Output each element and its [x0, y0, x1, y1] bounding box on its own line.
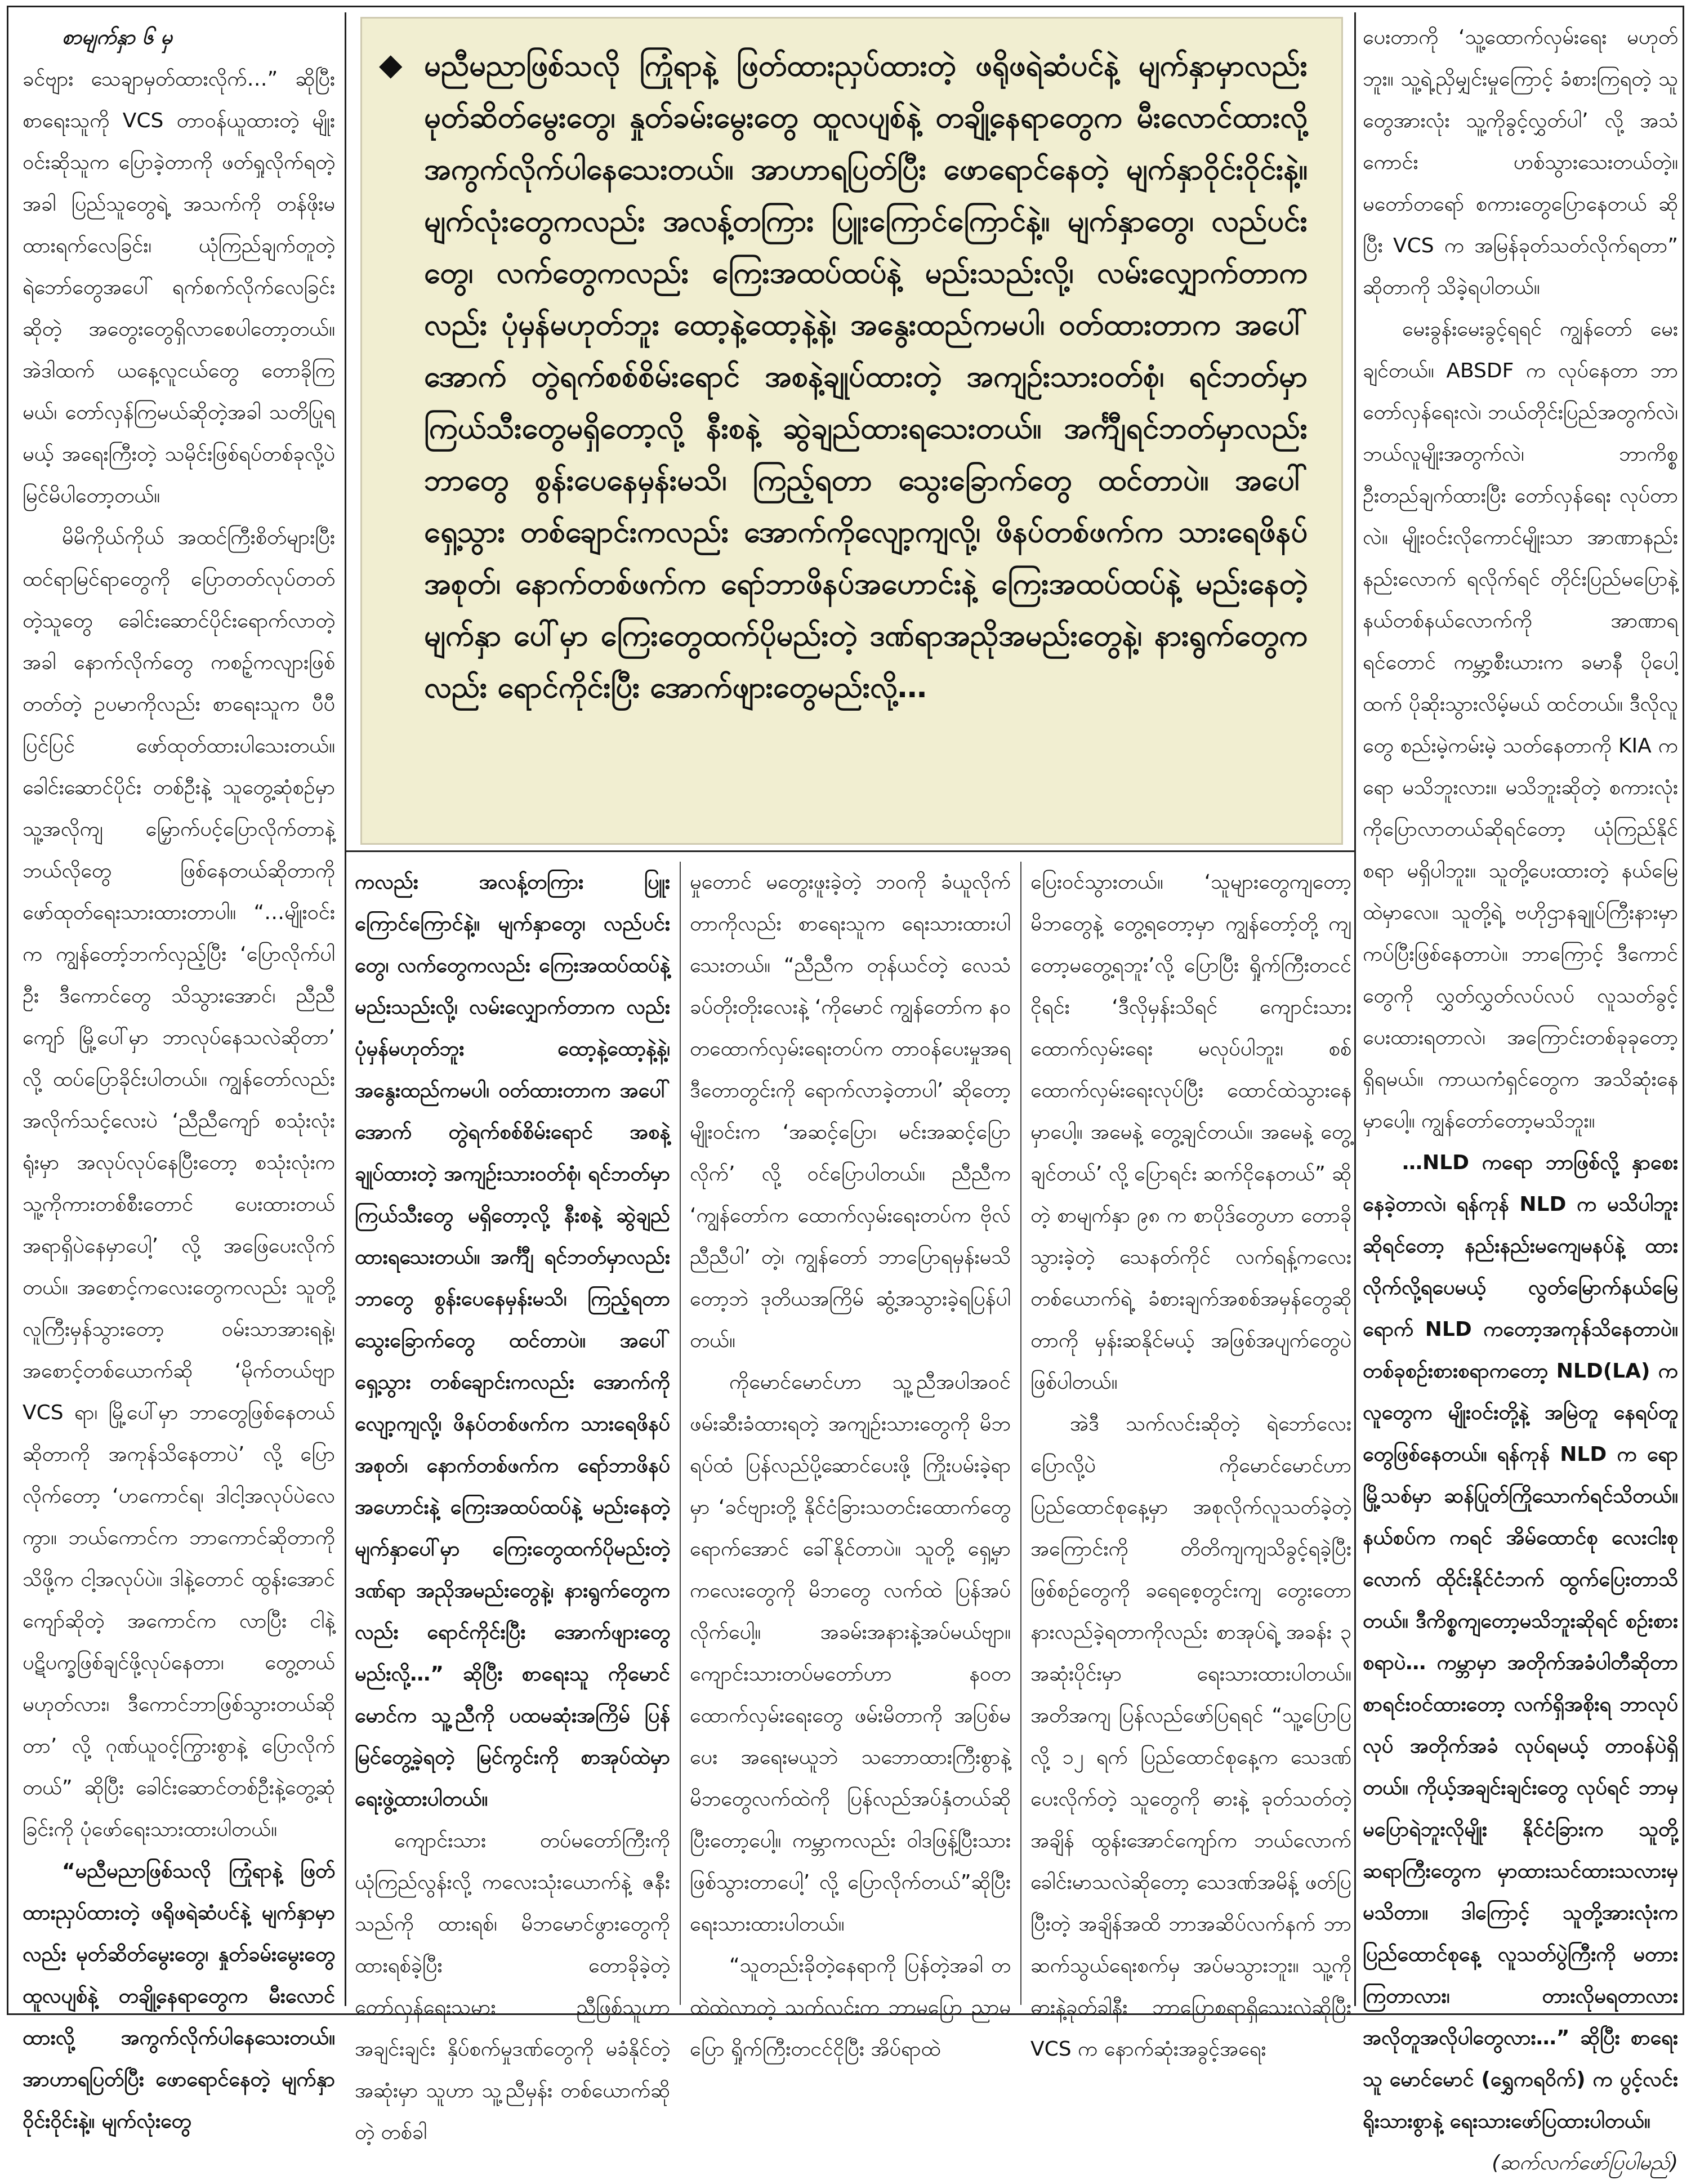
paragraph: မိမိကိုယ်ကိုယ် အထင်ကြီးစိတ်များပြီး ထင်ရာမြင်ရာတွေကို ပြောတတ်လုပ်တတ်တဲ့သူတွေ ခေါင်းဆောင်ပိုင်းရောက်လာတဲ့အခါ နောက်လိုက်တွေ ကစဉ့်ကလျားဖြစ်တတ်တဲ့ ဥပမာကိုလည်း စာရေးသူက ပီပီပြင်ပြင် ဖော်ထုတ်ထားပါသေးတယ်။ ခေါင်းဆောင်ပိုင်း တစ်ဦးနဲ့ သူတွေ့ဆုံစဉ်မှာ သူ့အလိုကျ မြှောက်ပင့်ပြောလိုက်တာနဲ့ ဘယ်လိုတွေ ဖြစ်နေတယ်ဆိုတာကို ဖော်ထုတ်ရေးသားထားတာပါ။ “…မျိုးဝင်းက ကျွန်တော့်ဘက်လှည့်ပြီး ‘ပြောလိုက်ပါဦး ဒီကောင်တွေ သိသွားအောင်၊ ညီညီကျော် မြို့ပေါ်မှာ ဘာလုပ်နေသလဲဆိုတာ’ လို့ ထပ်ပြောခိုင်းပါတယ်။ ကျွန်တော်လည်း အလိုက်သင့်လေးပဲ ‘ညီညီကျော် စသုံးလုံးရုံးမှာ အလုပ်လုပ်နေပြီးတော့ စသုံးလုံးက သူ့ကိုကားတစ်စီးတောင် ပေးထားတယ် အရာရှိပဲနေမှာပေါ့’ လို့ အဖြေပေးလိုက်တယ်။ အစောင့်ကလေးတွေကလည်း သူတို့ လူကြီးမှန်သွားတော့ ဝမ်းသာအားရနဲ့၊ အစောင့်တစ်ယောက်ဆို ‘မိုက်တယ်ဗျာ VCS ရာ၊ မြို့ပေါ်မှာ ဘာတွေဖြစ်နေတယ်ဆိုတာကို အကုန်သိနေတာပဲ’ လို့ ပြောလိုက်တော့ ‘ဟကောင်ရ၊ ဒါငါ့အလုပ်ပဲလေကွာ။ ဘယ်ကောင်က ဘာကောင်ဆိုတာကို သိဖို့က ငါ့အလုပ်ပဲ။ ဒါနဲ့တောင် ထွန်းအောင်ကျော်ဆိုတဲ့ အကောင်က လာပြီး ငါနဲ့ ပဋိပက္ခဖြစ်ချင်ဖို့လုပ်နေတာ၊ တွေ့တယ်မဟုတ်လား၊ ဒီကောင်ဘာဖြစ်သွားတယ်ဆိုတာ’ လို့ ဂုဏ်ယူဝင့်ကြွားစွာနဲ့ ပြောလိုက်တယ်” ဆိုပြီး ခေါင်းဆောင်တစ်ဦးနဲ့တွေ့ဆုံခြင်းကို ပုံဖော်ရေးသားထားပါတယ်။: [23, 526, 335, 1841]
paragraph: …NLD ကရော ဘာဖြစ်လို့ နှာစေးနေခဲ့တာလဲ၊ ရန်ကုန် NLD က မသိပါဘူးဆိုရင်တော့ နည်းနည်းမကျေမနပ်နဲ့ ထားလိုက်လို့ရပေမယ့် လွတ်မြောက်နယ်မြေရောက် NLD ကတော့အကုန်သိနေတာပဲ။ တစ်ခုစဉ်းစားစရာကတော့ NLD(LA) က လူတွေက မျိုးဝင်းတို့နဲ့ အမြဲတူ နေရပ်တူတွေဖြစ်နေတယ်။ ရန်ကုန် NLD က ရော မြို့သစ်မှာ ဆန်ပြုတ်ကြိုသောက်ရင်သိတယ်။ နယ်စပ်က ကရင် အိမ်ထောင်စု လေးငါးစုလောက် ထိုင်းနိုင်ငံဘက် ထွက်ပြေးတာသိတယ်။ ဒီကိစ္စကျတော့မသိဘူးဆိုရင် စဉ်းစားစရာပဲ… ကမ္ဘာမှာ အတိုက်အခံပါတီဆိုတာ စာရင်းဝင်ထားတော့ လက်ရှိအစိုးရ ဘာလုပ်လုပ် အတိုက်အခံ လုပ်ရမယ့် တာဝန်ပဲရှိတယ်။ ကိုယ့်အချင်းချင်းတွေ လုပ်ရင် ဘာမှမပြောရဲဘူးလိုမျိုး နိုင်ငံခြားက သူတို့ ဆရာကြီးတွေက မှာထားသင်ထားသလားမှ မသိတာ။ ဒါကြောင့် သူတို့အားလုံးက ပြည်ထောင်စုနေ့ လူသတ်ပွဲကြီးကို မတားကြတာလား၊ တားလိုမရတာလားအလိုတူအလိုပါတွေလား…” ဆိုပြီး စာရေးသူ မောင်မောင် (ရွှေကရဝိက်) က ပွင့်လင်းရိုးသားစွာနဲ့ ရေးသားဖော်ပြထားပါတယ်။: [1363, 1151, 1678, 2133]
paragraph: “မညီမညာဖြစ်သလို ကြုံရာနဲ့ ဖြတ်ထားညှပ်ထားတဲ့ ဖရိုဖရဲဆံပင်နဲ့ မျက်နှာမှာလည်း မုတ်ဆိတ်မွေးတွေ၊ နှုတ်ခမ်းမွေးတွေ ထူလပျစ်နဲ့ တချို့နေရာတွေက မီးလောင်ထားလို့ အကွက်လိုက်ပါနေသေးတယ်။ အာဟာရပြတ်ပြီး ဖောရောင်နေတဲ့ မျက်နှာဝိုင်းဝိုင်းနဲ့။ မျက်လုံးတွေ: [23, 1860, 335, 2133]
diamond-bullet-icon: ◆: [379, 47, 403, 82]
paragraph: ပြေးဝင်သွားတယ်။ ‘သူများတွေကျတော့ မိဘတွေနဲ့ တွေ့ရတော့မှာ ကျွန်တော့်တို့ ကျတော့မတွေ့ရဘူး’လို့ ပြောပြီး ရှိုက်ကြီးတငင် ငိုရင်း ‘ဒီလိုမှန်းသိရင် ကျောင်းသားထောက်လှမ်းရေး မလုပ်ပါဘူး၊ စစ်ထောက်လှမ်းရေးလုပ်ပြီး ထောင်ထဲသွားနေမှာပေါ့။ အမေနဲ့ တွေ့ချင်တယ်။ အမေနဲ့ တွေ့ချင်တယ်’ လို့ ပြောရင်း ဆက်ငိုနေတယ်” ဆိုတဲ့ စာမျက်နှာ ၉၈ က စာပိုဒ်တွေဟာ တောခိုသွားခဲ့တဲ့ သေနတ်ကိုင် လက်ရန့်ကလေး တစ်ယောက်ရဲ့ ခံစားချက်အစစ်အမှန်တွေဆိုတာကို မှန်းဆနိုင်မယ့် အဖြစ်အပျက်တွေပဲဖြစ်ပါတယ်။: [1030, 871, 1351, 1394]
paragraph: ပေးတာကို ‘သူ့ထောက်လှမ်းရေး မဟုတ်ဘူး။ သူ့ရဲ့ညှိမျှင်းမှုကြောင့် ခံစားကြရတဲ့ သူတွေအားလုံး သူ့ကိုခွင့်လွှတ်ပါ’ လို့ အသံကောင်း ဟစ်သွားသေးတယ်တဲ့။ မတော်တရော် စကားတွေပြောနေတယ် ဆိုပြီး VCS က အမြန်ခုတ်သတ်လိုက်ရတာ” ဆိုတာကို သိခဲ့ရပါတယ်။: [1363, 26, 1678, 299]
article-column-1: [23, 17, 335, 2133]
paragraph: “သူတည်းခိုတဲ့နေရာကို ပြန်တဲ့အခါ တထဲထဲလာတဲ့ သက်လင်းက ဘာမပြော ညာမပြော ရှိုက်ကြီးတငင်ငိုပြီး အိပ်ရာထဲ: [690, 1954, 1011, 2061]
paragraph: ကျောင်းသား တပ်မတော်ကြီးကို ယုံကြည်လွန်းလို့ ကလေးသုံးယောက်နဲ့ ဇနီးသည်ကို ထားရစ်၊ မိဘမောင်ဖွားတွေကို ထားရစ်ခဲ့ပြီး တောခိုခဲ့တဲ့ တော်လှန်ရေးသမား ညီဖြစ်သူဟာ အချင်းချင်း နှိပ်စက်မှုဒဏ်တွေကို မခံနိုင်တဲ့ အဆုံးမှာ သူဟာ သူ့ညီမှန်း တစ်ယောက်ဆိုတဲ့ တစ်ခါ: [355, 1829, 670, 2144]
column-divider: [680, 862, 681, 2005]
article-column-2: [355, 862, 670, 2144]
paragraph: မှုတောင် မတွေးဖူးခဲ့တဲ့ ဘဝကို ခံယူလိုက်တာကိုလည်း စာရေးသူက ရေးသားထားပါသေးတယ်။ “ညီညီက တုန်ယင်တဲ့ လေသံခပ်တိုးတိုးလေးနဲ့ ‘ကိုမောင် ကျွန်တော်က နဝတထောက်လှမ်းရေးတပ်က တာဝန်ပေးမှုအရ ဒီတောတွင်းကို ရောက်လာခဲ့တာပါ’ ဆိုတော့ မျိုးဝင်းက ‘အဆင့်ပြော၊ မင်းအဆင့်ပြောလိုက်’ လို့ ဝင်ပြောပါတယ်။ ညီညီက ‘ကျွန်တော်က ထောက်လှမ်းရေးတပ်က ဗိုလ်ညီညီပါ’ တဲ့၊ ကျွန်တော် ဘာပြောရမှန်းမသိတော့ဘဲ ဒုတိယအကြိမ် ဆွံ့အသွားခဲ့ရပြန်ပါတယ်။: [690, 871, 1011, 1352]
paragraph: ကလည်း အလန့်တကြား ပြူးကြောင်ကြောင်နဲ့။ မျက်နှာတွေ၊ လည်ပင်းတွေ၊ လက်တွေကလည်း ကြေးအထပ်ထပ်နဲ့ မည်းသည်းလို့၊ လမ်းလျှောက်တာက လည်း ပုံမှန်မဟုတ်ဘူး ထော့နဲ့ထော့နဲ့နဲ့၊ အနွေးထည်ကမပါ၊ ဝတ်ထားတာက အပေါ်အောက် တွဲရက်စစ်စိမ်းရောင် အစနဲ့ချုပ်ထားတဲ့ အကျဉ်းသားဝတ်စုံ၊ ရင်ဘတ်မှာ ကြယ်သီးတွေ မရှိတော့လို့ နီးစနဲ့ ဆွဲချည်ထားရသေးတယ်။ အင်္ကျီ ရင်ဘတ်မှာလည်း ဘာတွေ စွန်းပေနေမှန်းမသိ၊ ကြည့်ရတာ သွေးခြောက်တွေ ထင်တာပဲ။ အပေါ်ရှေ့သွား တစ်ချောင်းကလည်း အောက်ကိုလျော့ကျလို့၊ ဖိနပ်တစ်ဖက်က သားရေဖိနပ်အစုတ်၊ နောက်တစ်ဖက်က ရော်ဘာဖိနပ်အဟောင်းနဲ့ ကြေးအထပ်ထပ်နဲ့ မည်းနေတဲ့မျက်နှာပေါ်မှာ ကြေးတွေထက်ပိုမည်းတဲ့ ဒဏ်ရာ အညိုအမည်းတွေနဲ့၊ နားရွက်တွေကလည်း ရောင်ကိုင်းပြီး အောက်ဖျားတွေ မည်းလို့…” ဆိုပြီး စာရေးသူ ကိုမောင်မောင်က သူ့ညီကို ပထမဆုံးအကြိမ် ပြန်မြင်တွေ့ခဲ့ရတဲ့ မြင်ကွင်းကို စာအုပ်ထဲမှာ ရေးဖွဲ့ထားပါတယ်။: [355, 871, 670, 1811]
pull-quote-box: [360, 17, 1343, 845]
paragraph: မေးခွန်းမေးခွင့်ရရင် ကျွန်တော် မေးချင်တယ်။ ABSDF က လုပ်နေတာ ဘာတော်လှန်ရေးလဲ၊ ဘယ်တိုင်းပြည်အတွက်လဲ၊ ဘယ်လူမျိုးအတွက်လဲ၊ ဘာကိစ္စဦးတည်ချက်ထားပြီး တော်လှန်ရေး လုပ်တာလဲ။ မျိုးဝင်းလိုကောင်မျိုးသာ အာဏာနည်းနည်းလောက် ရလိုက်ရင် တိုင်းပြည်မပြောနဲ့ နယ်တစ်နယ်လောက်ကို အာဏာရရင်တောင် ကမ္ဘာ့စီးယားက ခမာနီ ပိုပေါ့ထက် ပိုဆိုးသွားလိမ့်မယ် ထင်တယ်။ ဒီလိုလူတွေ စည်းမဲ့ကမ်းမဲ့ သတ်နေတာကို KIA ကရော မသိဘူးလား။ မသိဘူးဆိုတဲ့ စကားလုံးကိုပြောလာတယ်ဆိုရင်တော့ ယုံကြည်နိုင်စရာ မရှိပါဘူး။ သူတို့ပေးထားတဲ့ နယ်မြေထဲမှာလေ။ သူတို့ရဲ့ ဗဟိုဌာနချုပ်ကြီးနားမှာ ကပ်ပြီးဖြစ်နေတာပဲ။ ဘာကြောင့် ဒီကောင်တွေကို လွှတ်လွှတ်လပ်လပ် လူသတ်ခွင့် ပေးထားရတာလဲ၊ အကြောင်းတစ်ခုခုတော့ ရှိရမယ်။ ကာယကံရှင်တွေက အသိဆုံးနေမှာပေါ့။ ကျွန်တော်တော့မသိဘူး။: [1363, 318, 1678, 1133]
column-divider: [1354, 12, 1356, 2006]
continued-from-label: စာမျက်နှာ ၆ မှ: [62, 26, 172, 49]
article-column-4: [1030, 862, 1351, 2061]
article-column-5: [1363, 17, 1678, 2174]
paragraph: ခင်ဗျား သေချာမှတ်ထားလိုက်…” ဆိုပြီး စာရေးသူကို VCS တာဝန်ယူထားတဲ့ မျိုးဝင်းဆိုသူက ပြောခဲ့တာကို ဖတ်ရှုလိုက်ရတဲ့အခါ ပြည်သူတွေရဲ့ အသက်ကို တန်ဖိုးမထားရက်လေခြင်း၊ ယုံကြည်ချက်တူတဲ့ ရဲဘော်တွေအပေါ် ရက်စက်လိုက်လေခြင်းဆိုတဲ့ အတွေးတွေရှိလာစေပါတော့တယ်။ အဲဒါထက် ယနေ့လူငယ်တွေ တောခိုကြမယ်၊ တော်လှန်ကြမယ်ဆိုတဲ့အခါ သတိပြုရမယ့် အရေးကြီးတဲ့ သမိုင်းဖြစ်ရပ်တစ်ခုလို့ပဲ မြင်မိပါတော့တယ်။: [23, 68, 335, 507]
article-column-3: [690, 862, 1011, 2061]
pull-quote-text: မညီမညာဖြစ်သလို ကြုံရာနဲ့ ဖြတ်ထားညှပ်ထားတဲ့ ဖရိုဖရဲဆံပင်နဲ့ မျက်နှာမှာလည်း မုတ်ဆိတ်မွေးတွေ၊ နှုတ်ခမ်းမွေးတွေ ထူလပျစ်နဲ့ တချို့နေရာတွေက မီးလောင်ထားလို့ အကွက်လိုက်ပါနေသေးတယ်။ အာဟာရပြတ်ပြီး ဖောရောင်နေတဲ့ မျက်နှာဝိုင်းဝိုင်းနဲ့။ မျက်လုံးတွေကလည်း အလန့်တကြား ပြူးကြောင်ကြောင်နဲ့။ မျက်နှာတွေ၊ လည်ပင်းတွေ၊ လက်တွေကလည်း ကြေးအထပ်ထပ်နဲ့ မည်းသည်းလို့၊ လမ်းလျှောက်တာက လည်း ပုံမှန်မဟုတ်ဘူး ထော့နဲ့ထော့နဲ့နဲ့၊ အနွေးထည်ကမပါ၊ ဝတ်ထားတာက အပေါ်အောက် တွဲရက်စစ်စိမ်းရောင် အစနဲ့ချုပ်ထားတဲ့ အကျဉ်းသားဝတ်စုံ၊ ရင်ဘတ်မှာ ကြယ်သီးတွေမရှိတော့လို့ နီးစနဲ့ ဆွဲချည်ထားရသေးတယ်။ အင်္ကျီရင်ဘတ်မှာလည်း ဘာတွေ စွန်းပေနေမှန်းမသိ၊ ကြည့်ရတာ သွေးခြောက်တွေ ထင်တာပဲ။ အပေါ်ရှေ့သွား တစ်ချောင်းကလည်း အောက်ကိုလျော့ကျလို့၊ ဖိနပ်တစ်ဖက်က သားရေဖိနပ်အစုတ်၊ နောက်တစ်ဖက်က ရော်ဘာဖိနပ်အဟောင်းနဲ့ ကြေးအထပ်ထပ်နဲ့ မည်းနေတဲ့မျက်နှာ ပေါ်မှာ ကြေးတွေထက်ပိုမည်းတဲ့ ဒဏ်ရာအညိုအမည်းတွေနဲ့၊ နားရွက်တွေကလည်း ရောင်ကိုင်းပြီး အောက်ဖျားတွေမည်းလို့…: [424, 49, 1308, 705]
column-divider: [1020, 862, 1021, 2005]
column-divider: [345, 12, 346, 2006]
pull-quote-bottom-rule: [345, 850, 1354, 852]
to-be-continued-note: (ဆက်လက်ဖော်ပြပါမည်): [1492, 2151, 1678, 2174]
paragraph: ကိုမောင်မောင်ဟာ သူ့ညီအပါအဝင် ဖမ်းဆီးခံထားရတဲ့ အကျဉ်းသားတွေကို မိဘရပ်ထံ ပြန်လည်ပို့ဆောင်ပေးဖို့ ကြိုးပမ်းခဲ့ရာမှာ ‘ခင်ဗျားတို့ နိုင်ငံခြားသတင်းထောက်တွေရောက်အောင် ခေါ်နိုင်တာပဲ။ သူတို့ ရှေ့မှာ ကလေးတွေကို မိဘတွေ လက်ထဲ ပြန်အပ်လိုက်ပေါ့။ အခမ်းအနားနဲ့အပ်မယ်ဗျာ။ ကျောင်းသားတပ်မတော်ဟာ နဝတထောက်လှမ်းရေးတွေ ဖမ်းမိတာကို အပြစ်မပေး အရေးမယူဘဲ သဘောထားကြီးစွာနဲ့ မိဘတွေလက်ထဲကို ပြန်လည်အပ်နှံတယ်ဆိုပြီးတော့ပေါ့။ ကမ္ဘာကလည်း ဝါဒဖြန့်ပြီးသား ဖြစ်သွားတာပေါ့’ လို့ ပြောလိုက်တယ်”ဆိုပြီး ရေးသားထားပါတယ်။: [690, 1371, 1011, 1936]
paragraph: အဲဒီ သက်လင်းဆိုတဲ့ ရဲဘော်လေး ပြောလို့ပဲ ကိုမောင်မောင်ဟာပြည်ထောင်စုနေ့မှာ အစုလိုက်လူသတ်ခဲ့တဲ့အကြောင်းကို တိတိကျကျသိခွင့်ရခဲ့ပြီး ဖြစ်စဉ်တွေကို ခရေစေ့တွင်းကျ တွေးတောနားလည်ခဲ့ရတာကိုလည်း စာအုပ်ရဲ့ အခန်း ၃ အဆုံးပိုင်းမှာ ရေးသားထားပါတယ်။ အတိအကျ ပြန်လည်ဖော်ပြရရင် “သူ့ပြောပြလို့ ၁၂ ရက် ပြည်ထောင်စုနေ့က သေဒဏ်ပေးလိုက်တဲ့ သူတွေကို ဓားနဲ့ ခုတ်သတ်တဲ့အချိန် ထွန်းအောင်ကျော်က ဘယ်လောက်ခေါင်းမာသလဲဆိုတော့ သေဒဏ်အမိန့် ဖတ်ပြပြီးတဲ့ အချိန်အထိ ဘာအဆိပ်လက်နက် ဘာဆက်သွယ်ရေးစက်မှ အပ်မသွားဘူး။ သူ့ကိုဓားနဲ့ခုတ်ခါနီး ဘာပြောစရာရှိသေးလဲဆိုပြီး VCS က နောက်ဆုံးအခွင့်အရေး: [1030, 1412, 1351, 2061]
